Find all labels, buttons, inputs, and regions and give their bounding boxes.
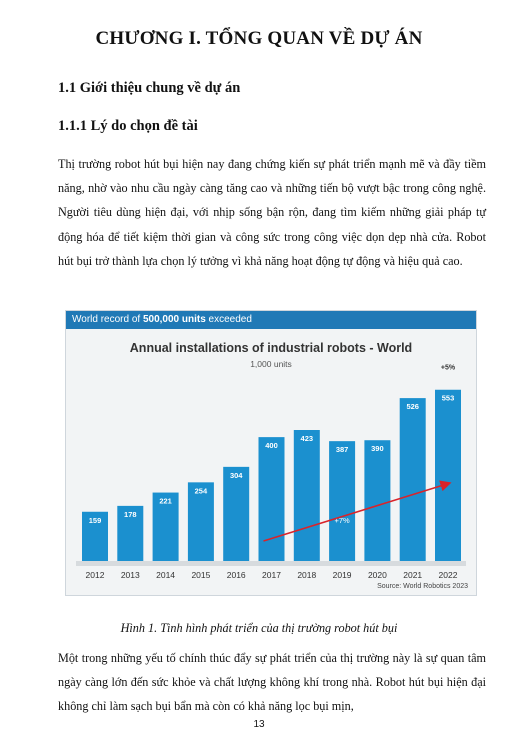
- bar-2017: [259, 437, 285, 561]
- x-tick-2019: 2019: [332, 570, 352, 580]
- paragraph-health: Một trong những yếu tố chính thúc đẩy sự phát triển của thị trường này là sự quan tâm ngày càng lớn đến sức khỏe và chất lượng không khí trong nhà. Robot hút bụi hiện đại không chỉ làm sạch bụi bẩn mà còn có khả năng lọc bụi mịn,: [58, 651, 486, 714]
- annotation-2019: +7%: [334, 516, 350, 525]
- x-tick-2015: 2015: [191, 570, 211, 580]
- bar-value-2018: 423: [300, 434, 314, 444]
- x-tick-2013: 2013: [120, 570, 140, 580]
- chart-subtitle: 1,000 units: [250, 359, 292, 369]
- paragraph-intro: Thị trường robot hút bụi hiện nay đang chứng kiến sự phát triển mạnh mẽ và đầy tiềm năng, nhờ vào nhu cầu ngày càng tăng cao và những tiến bộ vượt bậc trong công nghệ. Người tiêu dùng hiện đại, với nhịp sống bận rộn, đang tìm kiếm những giải pháp tự động hóa để tiết kiệm thời gian và công sức trong công việc dọn dẹp nhà cửa. Robot hút bụi trở thành lựa chọn lý tưởng vì khả năng hoạt động tự động và hiệu quả cao.: [58, 157, 486, 268]
- x-tick-2018: 2018: [297, 570, 317, 580]
- bar-value-2016: 304: [229, 470, 243, 480]
- x-tick-2014: 2014: [156, 570, 176, 580]
- subsection-heading: 1.1.1 Lý do chọn đề tài: [58, 118, 198, 134]
- x-tick-2020: 2020: [367, 570, 387, 580]
- x-tick-2017: 2017: [262, 570, 281, 580]
- bar-value-2012: 159: [88, 515, 102, 525]
- section-heading: 1.1 Giới thiệu chung về dự án: [58, 80, 241, 96]
- chart-source: Source: World Robotics 2023: [377, 583, 468, 590]
- x-tick-2022: 2022: [438, 570, 458, 580]
- bar-value-2015: 254: [194, 486, 208, 496]
- figure-caption: Hình 1. Tình hình phát triển của thị trường robot hút bụi: [120, 621, 398, 635]
- banner-suffix: exceeded: [205, 314, 252, 325]
- bar-value-2017: 400: [265, 441, 278, 451]
- banner-prefix: World record of: [72, 314, 143, 325]
- bar-value-2019: 387: [335, 445, 349, 455]
- chapter-title: CHƯƠNG I. TỔNG QUAN VỀ DỰ ÁN: [95, 28, 423, 49]
- bar-2016: [223, 467, 249, 561]
- banner-highlight: 500,000 units: [142, 314, 206, 325]
- industrial-robots-figure: [65, 310, 477, 596]
- annotation-2022: +5%: [440, 364, 456, 372]
- x-tick-2016: 2016: [226, 570, 246, 580]
- bar-value-2022: 553: [441, 393, 455, 403]
- bar-2021: [400, 398, 426, 561]
- bar-value-2013: 178: [124, 509, 137, 519]
- chart-baseline: [76, 561, 466, 566]
- x-tick-2012: 2012: [85, 570, 105, 580]
- chart-title: Annual installations of industrial robots - World: [129, 341, 413, 355]
- bar-2020: [364, 440, 390, 561]
- bar-value-2020: 390: [371, 444, 384, 454]
- bar-chart: [66, 311, 476, 595]
- bar-value-2021: 526: [406, 402, 419, 412]
- x-tick-2021: 2021: [403, 570, 423, 580]
- bar-2022: [435, 390, 461, 561]
- bar-2019: [329, 441, 355, 561]
- bar-2018: [294, 430, 320, 561]
- page-number: 13: [253, 719, 265, 730]
- bar-value-2014: 221: [159, 496, 172, 506]
